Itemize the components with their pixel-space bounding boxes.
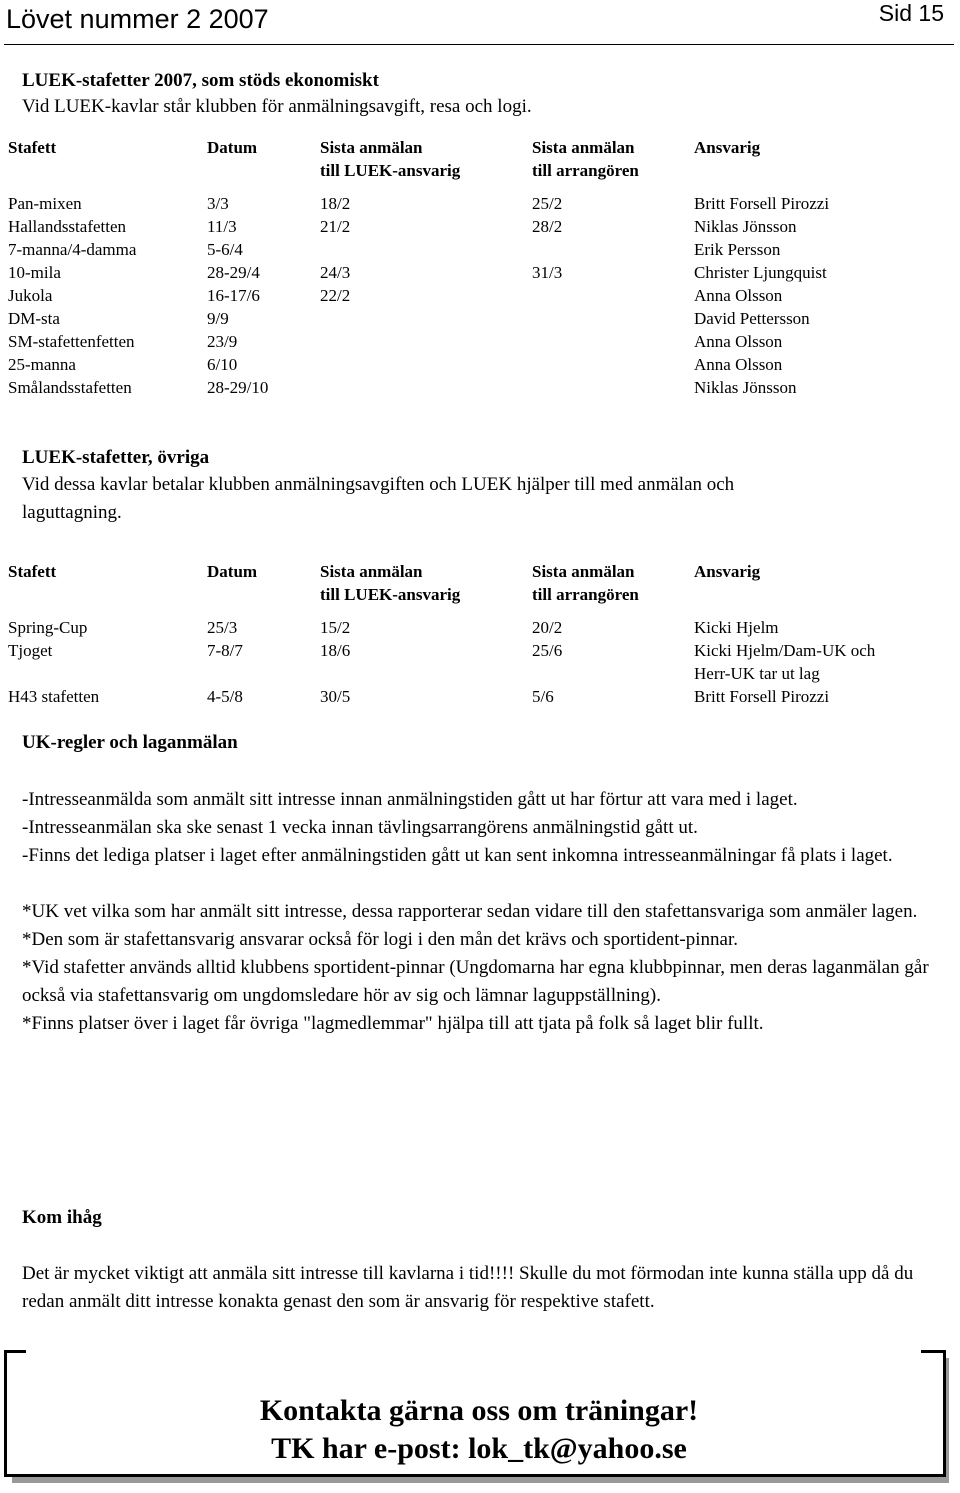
- cell-luek: 22/2: [320, 286, 351, 305]
- cell-datum: 9/9: [207, 309, 229, 328]
- cell-ansvarig: Anna Olsson: [694, 332, 783, 351]
- table-row: [8, 378, 948, 401]
- cell-arr: 20/2: [532, 618, 563, 637]
- header-sista-luek: Sista anmälan: [320, 138, 423, 157]
- rule-paragraph: *UK vet vilka som har anmält sitt intresse, dessa rapporterar sedan vidare till den stafettansvariga som anmäler lagen.: [22, 901, 918, 922]
- cell-luek: 21/2: [320, 217, 351, 236]
- remember-body: [22, 1260, 942, 1316]
- cell-stafett: DM-sta: [8, 309, 60, 328]
- table-row: [8, 687, 948, 710]
- uk-rules-body: [22, 786, 942, 1038]
- cell-datum: 11/3: [207, 217, 237, 236]
- cell-datum: 3/3: [207, 194, 229, 213]
- contact-box: [4, 1350, 952, 1486]
- header-sista-arr: Sista anmälan: [532, 562, 635, 581]
- rule-paragraph: *Finns platser över i laget får övriga "lagmedlemmar" hjälpa till att tjata på folk så laget blir fullt.: [22, 1013, 764, 1034]
- cell-ansvarig: Kicki Hjelm/Dam-UK och: [694, 641, 876, 660]
- section-text-other-relays-2: laguttagning.: [22, 502, 122, 523]
- header-divider: [4, 44, 954, 45]
- table-row: [8, 194, 948, 217]
- cell-ansvarig: Christer Ljungquist: [694, 263, 827, 282]
- header-ansvarig: Ansvarig: [694, 138, 761, 157]
- cell-arr: 25/2: [532, 194, 563, 213]
- cell-stafett: 10-mila: [8, 263, 61, 282]
- section-title-other-relays: LUEK-stafetter, övriga: [22, 447, 210, 468]
- cell-arr: 28/2: [532, 217, 563, 236]
- cell-stafett: 7-manna/4-damma: [8, 240, 137, 259]
- section-text-other-relays-1: Vid dessa kavlar betalar klubben anmälningsavgiften och LUEK hjälper till med anmälan och: [22, 474, 735, 495]
- cell-datum: 16-17/6: [207, 286, 260, 305]
- header-sista-arr-2: till arrangören: [532, 161, 639, 180]
- table-header-row-2: [8, 161, 948, 184]
- table-header-row: [8, 138, 948, 161]
- rule-paragraph: -Intresseanmälan ska ske senast 1 vecka innan tävlingsarrangörens anmälningstid gått ut.: [22, 817, 698, 838]
- table-row: [8, 217, 948, 240]
- newsletter-title: Lövet nummer 2 2007: [6, 4, 269, 34]
- header-sista-luek-2: till LUEK-ansvarig: [320, 161, 461, 180]
- table-row: [8, 641, 948, 664]
- cell-datum: 4-5/8: [207, 687, 243, 706]
- cell-ansvarig: Britt Forsell Pirozzi: [694, 687, 830, 706]
- table-header-row: [8, 562, 948, 585]
- cell-stafett: Spring-Cup: [8, 618, 88, 637]
- header-sista-luek: Sista anmälan: [320, 562, 423, 581]
- header-sista-arr-2: till arrangören: [532, 585, 639, 604]
- cell-stafett: Smålandsstafetten: [8, 378, 132, 397]
- cell-arr: 31/3: [532, 263, 563, 282]
- relay-table-supported: [8, 138, 948, 401]
- table-row: [8, 355, 948, 378]
- cell-luek: 18/2: [320, 194, 351, 213]
- section-subtitle-supported-relays: Vid LUEK-kavlar står klubben för anmälningsavgift, resa och logi.: [22, 96, 532, 117]
- header-stafett: Stafett: [8, 138, 57, 157]
- cell-stafett: 25-manna: [8, 355, 76, 374]
- cell-ansvarig: Anna Olsson: [694, 355, 783, 374]
- cell-stafett: Jukola: [8, 286, 53, 305]
- table-row: [8, 263, 948, 286]
- cell-ansvarig: Britt Forsell Pirozzi: [694, 194, 830, 213]
- cell-datum: 28-29/10: [207, 378, 269, 397]
- table-row: [8, 240, 948, 263]
- cell-datum: 7-8/7: [207, 641, 243, 660]
- cell-arr: 5/6: [532, 687, 554, 706]
- rule-paragraph: *Vid stafetter används alltid klubbens sportident-pinnar (Ungdomarna har egna klubbpinnar, men deras laganmälan går också via stafettansvarig om ungdomsledare hör av sig och lämnar laguppställning).: [22, 957, 929, 1006]
- cell-arr: 25/6: [532, 641, 563, 660]
- cell-luek: 15/2: [320, 618, 351, 637]
- cell-luek: 24/3: [320, 263, 351, 282]
- cell-datum: 25/3: [207, 618, 238, 637]
- header-sista-luek-2: till LUEK-ansvarig: [320, 585, 461, 604]
- cell-stafett: SM-stafettenfetten: [8, 332, 135, 351]
- cell-stafett: Hallandsstafetten: [8, 217, 127, 236]
- cell-stafett: Tjoget: [8, 641, 53, 660]
- rule-paragraph: -Intresseanmälda som anmält sitt intresse innan anmälningstiden gått ut har förtur att vara med i laget.: [22, 789, 798, 810]
- cell-ansvarig: David Pettersson: [694, 309, 810, 328]
- cell-datum: 6/10: [207, 355, 238, 374]
- contact-email: TK har e-post: lok_tk@yahoo.se: [271, 1432, 687, 1465]
- cell-ansvarig: Niklas Jönsson: [694, 217, 797, 236]
- cell-luek: 30/5: [320, 687, 351, 706]
- cell-luek: 18/6: [320, 641, 351, 660]
- header-ansvarig: Ansvarig: [694, 562, 761, 581]
- rule-paragraph: *Den som är stafettansvarig ansvarar också för logi i den mån det krävs och sportident-pinnar.: [22, 929, 738, 950]
- cell-stafett: H43 stafetten: [8, 687, 100, 706]
- cell-ansvarig: Erik Persson: [694, 240, 781, 259]
- remember-text: Det är mycket viktigt att anmäla sitt intresse till kavlarna i tid!!!! Skulle du mot förmodan inte kunna ställa upp då du redan anmält ditt intresse konakta genast den som är ansvarig för respektive stafett.: [22, 1263, 914, 1312]
- cell-ansvarig: Kicki Hjelm: [694, 618, 779, 637]
- cell-stafett: Pan-mixen: [8, 194, 82, 213]
- table-row: [8, 332, 948, 355]
- page-number: Sid 15: [878, 0, 944, 26]
- table-header-row-2: [8, 585, 948, 608]
- cell-datum: 23/9: [207, 332, 238, 351]
- contact-heading: Kontakta gärna oss om träningar!: [259, 1394, 699, 1427]
- header-datum: Datum: [207, 138, 258, 157]
- section-title-uk-rules: UK-regler och laganmälan: [22, 732, 238, 753]
- cell-datum: 5-6/4: [207, 240, 243, 259]
- rule-paragraph: -Finns det lediga platser i laget efter anmälningstiden gått ut kan sent inkomna intresseanmälningar få plats i laget.: [22, 845, 893, 866]
- table-row: [8, 286, 948, 309]
- section-title-supported-relays: LUEK-stafetter 2007, som stöds ekonomiskt: [22, 70, 379, 91]
- cell-ansvarig: Anna Olsson: [694, 286, 783, 305]
- header-stafett: Stafett: [8, 562, 57, 581]
- table-row: [8, 309, 948, 332]
- cell-datum: 28-29/4: [207, 263, 260, 282]
- cell-ansvarig-cont: Herr-UK tar ut lag: [694, 664, 820, 683]
- section-title-remember: Kom ihåg: [22, 1207, 102, 1228]
- header-datum: Datum: [207, 562, 258, 581]
- table-row: [8, 618, 948, 641]
- page-header: [0, 0, 960, 50]
- header-sista-arr: Sista anmälan: [532, 138, 635, 157]
- relay-table-other: [8, 562, 948, 710]
- table-row-continuation: [8, 664, 948, 687]
- cell-ansvarig: Niklas Jönsson: [694, 378, 797, 397]
